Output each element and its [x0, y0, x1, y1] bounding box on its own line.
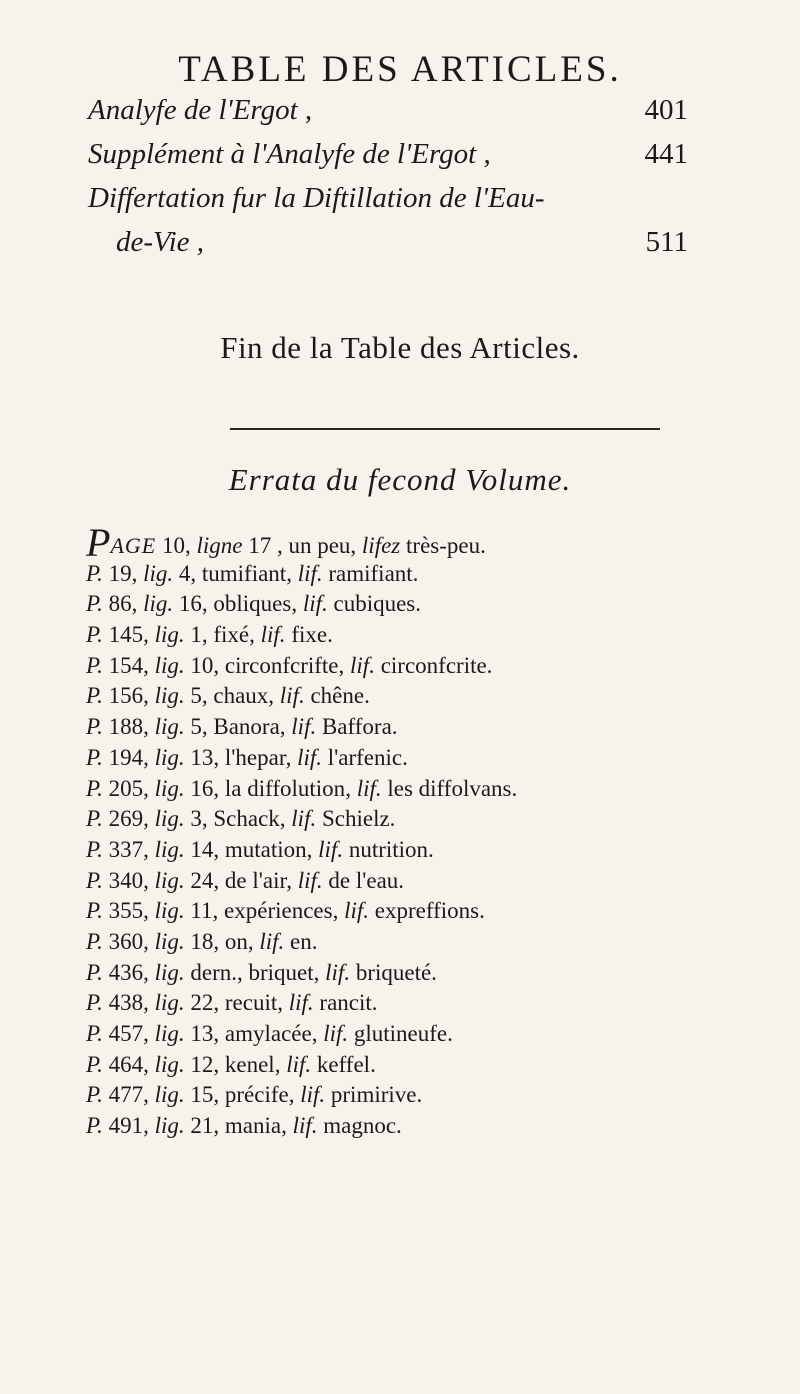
errata-wrong: un peu	[288, 533, 351, 558]
errata-wrong: la diffolution	[224, 775, 346, 801]
errata-entry: P. 19, lig. 4, tumifiant, lif. ramifiant.	[86, 560, 419, 586]
errata-lig-label: lig.	[154, 959, 185, 985]
errata-lig-label: lig.	[154, 806, 185, 832]
errata-line: 16	[190, 775, 214, 801]
errata-wrong: mania	[224, 1113, 282, 1139]
toc-entry-continuation	[88, 226, 688, 270]
errata-p-label: P.	[86, 898, 103, 924]
errata-lis-label: lif.	[356, 775, 382, 801]
errata-correct: l'arfenic.	[327, 744, 408, 770]
errata-line: 22	[190, 990, 214, 1016]
errata-page: 436	[108, 959, 144, 985]
errata-page: 19	[108, 560, 132, 586]
errata-p-label: P.	[86, 959, 103, 985]
errata-lig-label: lig.	[154, 1051, 185, 1077]
errata-lig-label: lig.	[143, 591, 174, 617]
errata-line: 11	[190, 898, 213, 924]
errata-lis-label: lif.	[279, 683, 305, 709]
errata-heading: Errata du fecond Volume.	[228, 462, 572, 497]
errata-wrong: précife	[224, 1082, 289, 1108]
errata-page: 457	[108, 1021, 144, 1046]
errata-line: dern.	[190, 959, 237, 985]
errata-list	[86, 520, 786, 1142]
errata-line: 17	[248, 533, 272, 558]
toc-entry	[88, 138, 688, 182]
errata-p-label: P.	[86, 652, 103, 678]
errata-page: 205	[108, 775, 144, 801]
errata-entry: P. 145, lig. 1, fixé, lif. fixe.	[86, 622, 333, 648]
errata-lig-label: lig.	[154, 928, 185, 954]
errata-lis-label: lif.	[318, 836, 344, 862]
errata-lis-label: lif.	[292, 1113, 318, 1139]
errata-line: 18	[190, 928, 214, 954]
errata-page: 355	[108, 898, 144, 924]
errata-page: 194	[108, 744, 144, 770]
errata-wrong: Banora	[213, 714, 280, 740]
errata-lis-label: lif.	[344, 898, 369, 924]
errata-entry: P. 205, lig. 16, la diffolution, lif. les diffolvans.	[86, 775, 518, 801]
errata-page: 156	[108, 683, 144, 709]
errata-correct: Schielz.	[321, 806, 396, 832]
errata-initial-rest: AGE	[110, 533, 157, 558]
errata-wrong: Schack	[213, 806, 280, 832]
errata-wrong: recuit	[224, 990, 278, 1016]
errata-line: 14	[190, 836, 214, 862]
errata-line: 12	[190, 1051, 214, 1077]
errata-lis-label: lif.	[302, 591, 328, 617]
errata-wrong: tumifiant	[201, 560, 287, 586]
errata-lis-label: lif.	[325, 959, 351, 985]
errata-correct: en.	[290, 928, 318, 954]
errata-page: 188	[108, 714, 144, 740]
errata-correct: rancit.	[319, 990, 378, 1016]
errata-lis-label: lif.	[323, 1021, 349, 1046]
errata-entry: P. 491, lig. 21, mania, lif. magnoc.	[86, 1113, 402, 1139]
toc-entry	[88, 94, 688, 138]
errata-entry: P. 436, lig. dern., briquet, lif. briqueté.	[86, 959, 437, 985]
errata-line-word: ligne	[196, 533, 243, 558]
toc-entry-page: 511	[645, 226, 688, 258]
errata-rows	[86, 559, 786, 1142]
errata-correct: briqueté.	[355, 959, 437, 985]
errata-lig-label: lig.	[143, 560, 174, 586]
errata-lig-label: lig.	[154, 652, 185, 678]
errata-page: 438	[108, 990, 144, 1016]
errata-page: 360	[108, 928, 144, 954]
errata-p-label: P.	[86, 560, 103, 586]
errata-page: 269	[108, 806, 144, 832]
errata-lis-label: lif.	[286, 1051, 312, 1077]
errata-correct: nutrition.	[348, 836, 434, 862]
errata-correct: chêne.	[310, 683, 370, 709]
errata-line: 13	[190, 744, 214, 770]
errata-p-label: P.	[86, 928, 103, 954]
errata-line: 1	[190, 622, 202, 648]
errata-correct: Baffora.	[321, 714, 398, 740]
errata-lig-label: lig.	[154, 1082, 185, 1108]
errata-p-label: P.	[86, 1051, 103, 1077]
toc-entry-title: Analyfe de l'Ergot ,	[88, 94, 313, 126]
errata-p-label: P.	[86, 867, 103, 893]
errata-lig-label: lig.	[154, 898, 185, 924]
errata-entry: P. 464, lig. 12, kenel, lif. keffel.	[86, 1051, 376, 1077]
errata-line: 13	[190, 1021, 214, 1046]
errata-initial: P	[86, 520, 111, 565]
errata-lis-label: lif.	[260, 622, 286, 648]
errata-p-label: P.	[86, 714, 103, 740]
errata-lig-label: lig.	[154, 867, 185, 893]
errata-line: 3	[190, 806, 202, 832]
errata-correct: fixe.	[291, 622, 333, 648]
errata-p-label: P.	[86, 591, 103, 617]
errata-lig-label: lig.	[154, 744, 185, 770]
errata-correct: magnoc.	[323, 1113, 402, 1139]
errata-lig-label: lig.	[154, 622, 185, 648]
toc-entry	[88, 182, 688, 226]
errata-page: 491	[108, 1113, 144, 1139]
toc-entry-title: Supplément à l'Analyfe de l'Ergot ,	[88, 138, 491, 170]
errata-entry: PAGE 10, ligne 17 , un peu, lifez très-peu.	[86, 520, 486, 565]
errata-lig-label: lig.	[154, 1021, 185, 1046]
errata-correct: primirive.	[330, 1082, 423, 1108]
errata-wrong: l'hepar	[224, 744, 286, 770]
errata-lis-label: lif.	[288, 990, 314, 1016]
errata-correct: expreffions.	[374, 898, 485, 924]
errata-line: 24	[190, 867, 214, 893]
errata-lis-label: lif.	[297, 560, 323, 586]
errata-wrong: fixé	[213, 622, 250, 648]
errata-page: 86	[108, 591, 132, 617]
errata-entry: P. 457, lig. 13, amylacée, lif. glutineufe.	[86, 1021, 453, 1046]
errata-wrong: chaux	[213, 683, 269, 709]
errata-lig-label: lig.	[154, 836, 185, 862]
errata-page: 340	[108, 867, 144, 893]
errata-page: 464	[108, 1051, 144, 1077]
errata-lis-label: lif.	[300, 1082, 326, 1108]
errata-entry: P. 337, lig. 14, mutation, lif. nutrition.	[86, 836, 434, 862]
errata-wrong: amylacée	[224, 1021, 312, 1046]
errata-lis-label: lif.	[297, 744, 322, 770]
errata-page: 154	[108, 652, 144, 678]
toc-entry-page: 441	[644, 138, 688, 170]
toc-entry-page: 401	[644, 94, 688, 126]
errata-p-label: P.	[86, 836, 103, 862]
errata-entry: P. 360, lig. 18, on, lif. en.	[86, 928, 318, 954]
errata-correct: ramifiant.	[328, 560, 419, 586]
errata-entry: P. 340, lig. 24, de l'air, lif. de l'eau.	[86, 867, 405, 893]
errata-wrong: mutation	[224, 836, 307, 862]
errata-lig-label: lig.	[154, 990, 185, 1016]
toc-entry-title: Differtation fur la Diftillation de l'Eau-	[88, 182, 545, 214]
errata-page: 477	[108, 1082, 144, 1108]
running-head: TABLE DES ARTICLES.	[178, 49, 622, 90]
errata-p-label: P.	[86, 990, 103, 1016]
errata-lis-label: lif.	[259, 928, 285, 954]
errata-line: 5	[190, 714, 202, 740]
errata-lig-label: lig.	[154, 775, 185, 801]
errata-correct: très-peu.	[406, 533, 486, 558]
errata-wrong: kenel	[224, 1051, 275, 1077]
toc-entry-title: de-Vie ,	[116, 226, 205, 258]
errata-wrong: on	[224, 928, 248, 954]
errata-correct: keffel.	[316, 1051, 376, 1077]
errata-line: 16	[178, 591, 202, 617]
errata-lig-label: lig.	[154, 714, 185, 740]
errata-p-label: P.	[86, 1021, 103, 1046]
errata-line: 10	[190, 652, 214, 678]
errata-p-label: P.	[86, 806, 103, 832]
errata-read-word: lifez	[361, 533, 401, 558]
errata-correct: glutineufe.	[353, 1021, 453, 1046]
errata-lis-label: lif.	[291, 806, 317, 832]
errata-correct: de l'eau.	[328, 867, 405, 893]
errata-line: 21	[190, 1113, 214, 1139]
errata-wrong: de l'air	[224, 867, 287, 893]
errata-line: 5	[190, 683, 202, 709]
errata-wrong: obliques	[213, 591, 292, 617]
errata-p-label: P.	[86, 1113, 103, 1139]
errata-entry: P. 269, lig. 3, Schack, lif. Schielz.	[86, 806, 396, 832]
errata-entry: P. 156, lig. 5, chaux, lif. chêne.	[86, 683, 370, 709]
errata-entry: P. 477, lig. 15, précife, lif. primirive.	[86, 1082, 423, 1108]
errata-lig-label: lig.	[154, 1113, 185, 1139]
errata-wrong: briquet	[248, 959, 314, 985]
errata-page: 337	[108, 836, 144, 862]
errata-line: 4	[178, 560, 191, 586]
errata-lis-label: lif.	[291, 714, 317, 740]
errata-wrong: circonfcrifte	[224, 652, 339, 678]
errata-p-label: P.	[86, 775, 103, 801]
errata-p-label: P.	[86, 622, 103, 648]
errata-line: 15	[190, 1082, 214, 1108]
errata-lis-label: lif.	[350, 652, 375, 678]
errata-correct: cubiques.	[333, 591, 422, 617]
errata-correct: les diffolvans.	[387, 775, 518, 801]
errata-entry: P. 438, lig. 22, recuit, lif. rancit.	[86, 990, 378, 1016]
errata-entry: P. 355, lig. 11, expériences, lif. expreffions.	[86, 898, 485, 924]
errata-lis-label: lif.	[297, 867, 323, 893]
errata-p-label: P.	[86, 744, 103, 770]
errata-lig-label: lig.	[154, 683, 185, 709]
errata-p-label: P.	[86, 1082, 103, 1108]
section-divider	[230, 428, 660, 430]
errata-entry: P. 154, lig. 10, circonfcrifte, lif. circonfcrite.	[86, 652, 493, 678]
table-of-contents	[88, 94, 688, 270]
errata-entry: P. 86, lig. 16, obliques, lif. cubiques.	[86, 591, 422, 617]
errata-page: 10	[161, 533, 185, 558]
end-of-table-note: Fin de la Table des Articles.	[220, 330, 580, 365]
errata-correct: circonfcrite.	[380, 652, 493, 678]
errata-wrong: expériences	[224, 898, 333, 924]
errata-p-label: P.	[86, 683, 103, 709]
errata-page: 145	[108, 622, 144, 648]
errata-entry: P. 188, lig. 5, Banora, lif. Baffora.	[86, 714, 398, 740]
errata-entry: P. 194, lig. 13, l'hepar, lif. l'arfenic.	[86, 744, 408, 770]
